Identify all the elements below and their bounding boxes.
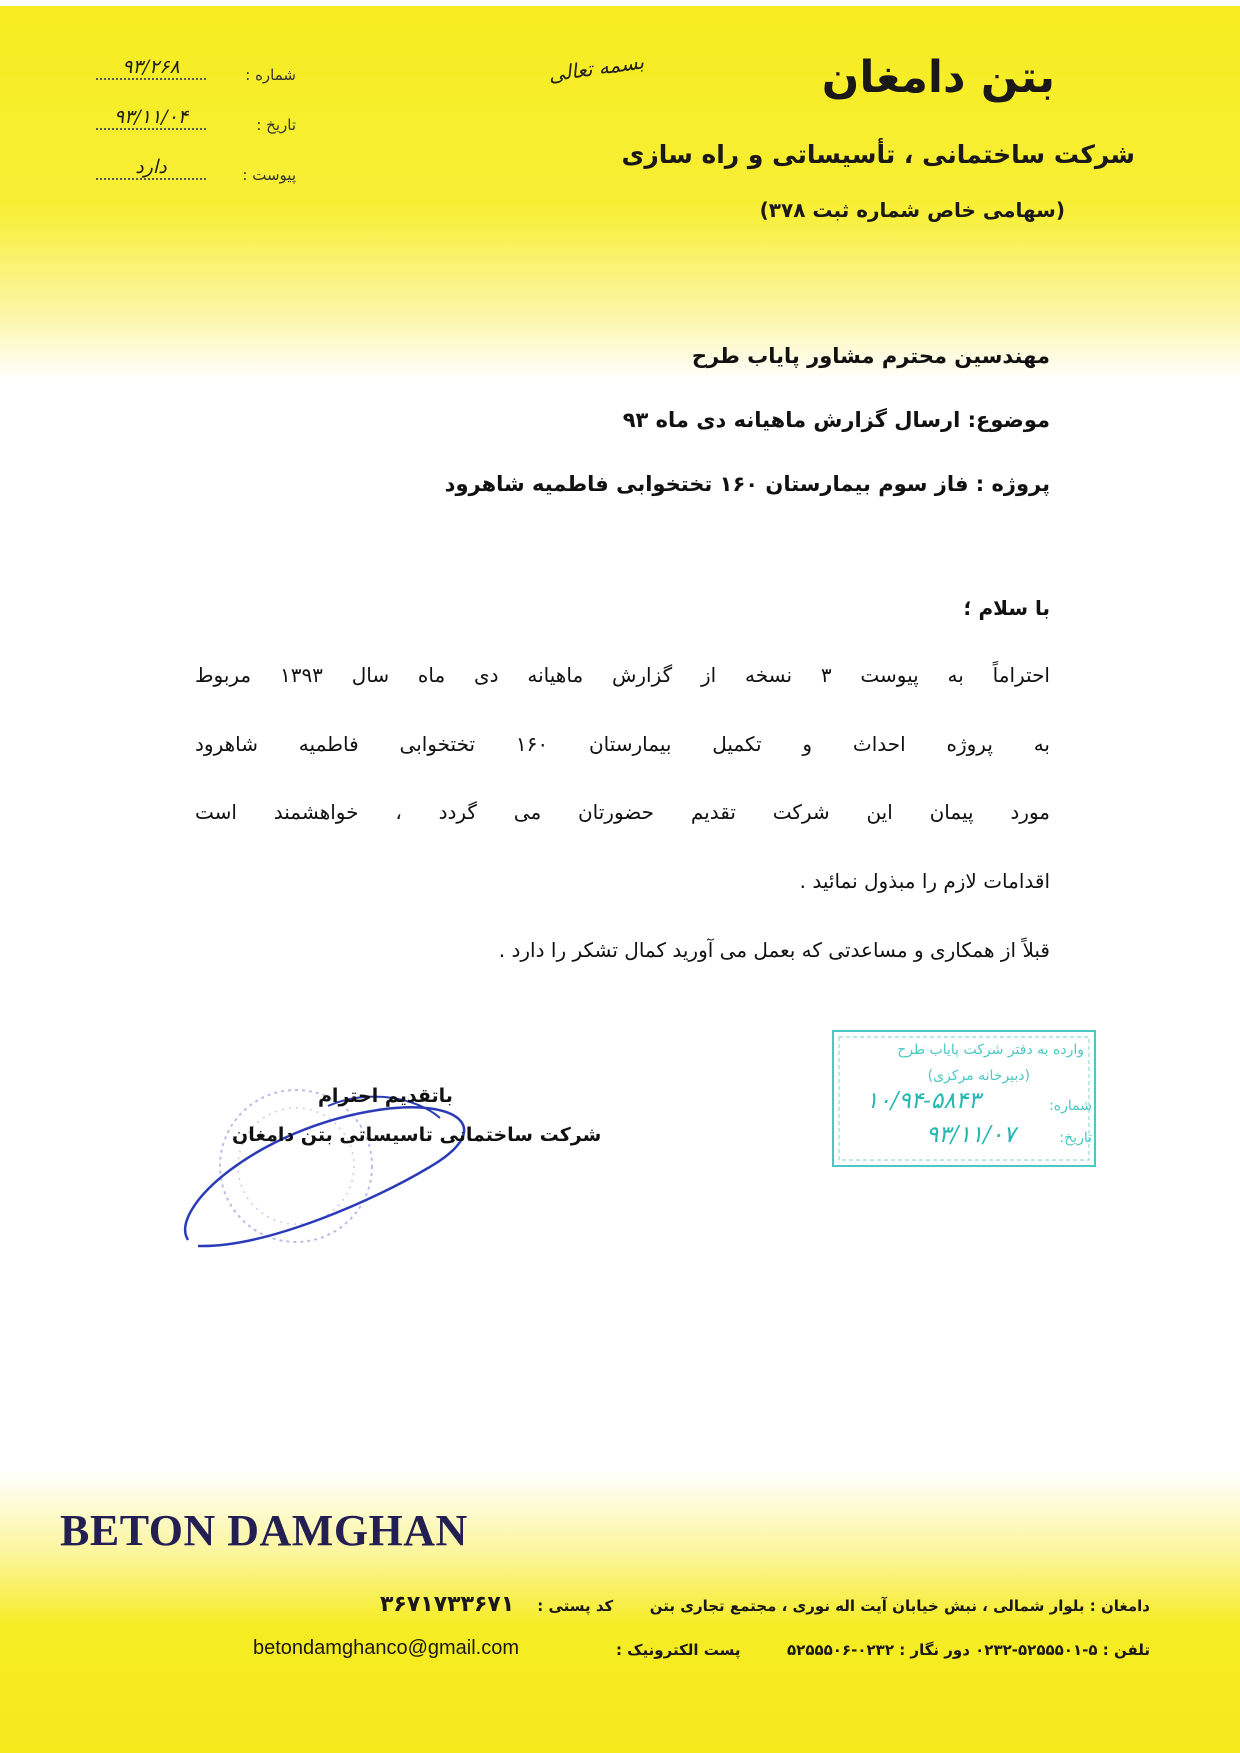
subject: موضوع: ارسال گزارش ماهیانه دی ماه ۹۳ — [622, 408, 1050, 432]
receipt-stamp-date-value: ۹۳/۱۱/۰۷ — [926, 1122, 1016, 1148]
meta-number-value: ۹۳/۲۶۸ — [96, 56, 206, 80]
receipt-stamp-number-value: ۱۰/۹۴-۵۸۴۳ — [866, 1088, 981, 1114]
body-line-4: اقدامات لازم را مبذول نمائید . — [799, 869, 1050, 893]
meta-number — [96, 58, 296, 86]
brand-english: BETON DAMGHAN — [60, 1506, 468, 1555]
receipt-stamp-number-label: شماره: — [1049, 1098, 1092, 1114]
body-line-2: به پروژه احداث و تکمیل بیمارستان ۱۶۰ تختخوابی فاطمیه شاهرود — [195, 732, 1051, 756]
meta-attachment-label: پیوست : — [242, 166, 296, 184]
receipt-stamp-date-label: تاریخ: — [1059, 1130, 1092, 1146]
meta-date-label: تاریخ : — [256, 116, 296, 134]
meta-attachment — [96, 158, 296, 186]
footer-phone-line — [616, 1641, 1150, 1659]
company-seal-mark — [185, 1090, 464, 1246]
company-registration: (سهامی خاص شماره ثبت ۳۷۸) — [759, 198, 1065, 222]
receipt-stamp-heading: وارده به دفتر شرکت پایاب طرح — [897, 1042, 1084, 1058]
footer-postal-code: ۳۶۷۱۷۳۳۶۷۱ — [380, 1592, 515, 1617]
footer-email-label: پست الکترونیک : — [615, 1641, 741, 1659]
footer-phone: تلفن : ۵-۵۲۵۵۵۰۱-۰۲۳۲ دور نگار : ۰۲۳۲-۵۲۵۵۵۰۶ — [787, 1641, 1150, 1659]
invocation: بسمه تعالی — [546, 49, 646, 87]
footer-address — [537, 1597, 1150, 1615]
receipt-stamp — [830, 1028, 1100, 1170]
meta-number-label: شماره : — [245, 66, 296, 84]
company-name: بتن دامغان — [821, 52, 1055, 103]
footer-postal-label: کد پستی : — [537, 1597, 614, 1615]
body-line-3: مورد پیمان این شرکت تقدیم حضورتان می گردد ، خواهشمند است — [195, 800, 1050, 824]
body-line-1: احتراماً به پیوست ۳ نسخه از گزارش ماهیانه دی ماه سال ۱۳۹۳ مربوط — [195, 663, 1050, 687]
body-line-5: قبلاً از همکاری و مساعدتی که بعمل می آورید کمال تشکر را دارد . — [498, 938, 1050, 962]
meta-date — [96, 108, 296, 136]
meta-date-value: ۹۳/۱۱/۰۴ — [96, 106, 206, 130]
footer-email: betondamghanco@gmail.com — [253, 1637, 520, 1659]
company-description: شرکت ساختمانی ، تأسیساتی و راه سازی — [621, 140, 1135, 169]
meta-attachment-value: دارد — [96, 156, 206, 180]
recipient: مهندسین محترم مشاور پایاب طرح — [691, 344, 1050, 368]
scan-edge — [0, 0, 1240, 6]
receipt-stamp-subheading: (دبیرخانه مرکزی) — [927, 1068, 1030, 1084]
project: پروژه : فاز سوم بیمارستان ۱۶۰ تختخوابی فاطمیه شاهرود — [444, 472, 1050, 496]
closing: باتقدیم احترام — [318, 1085, 453, 1107]
greeting: با سلام ؛ — [963, 596, 1050, 620]
footer-address-text: دامغان : بلوار شمالی ، نبش خیابان آیت اله نوری ، مجتمع تجاری بتن — [649, 1597, 1150, 1615]
signature-company: شرکت ساختمانی تاسیساتی بتن دامغان — [232, 1124, 602, 1146]
